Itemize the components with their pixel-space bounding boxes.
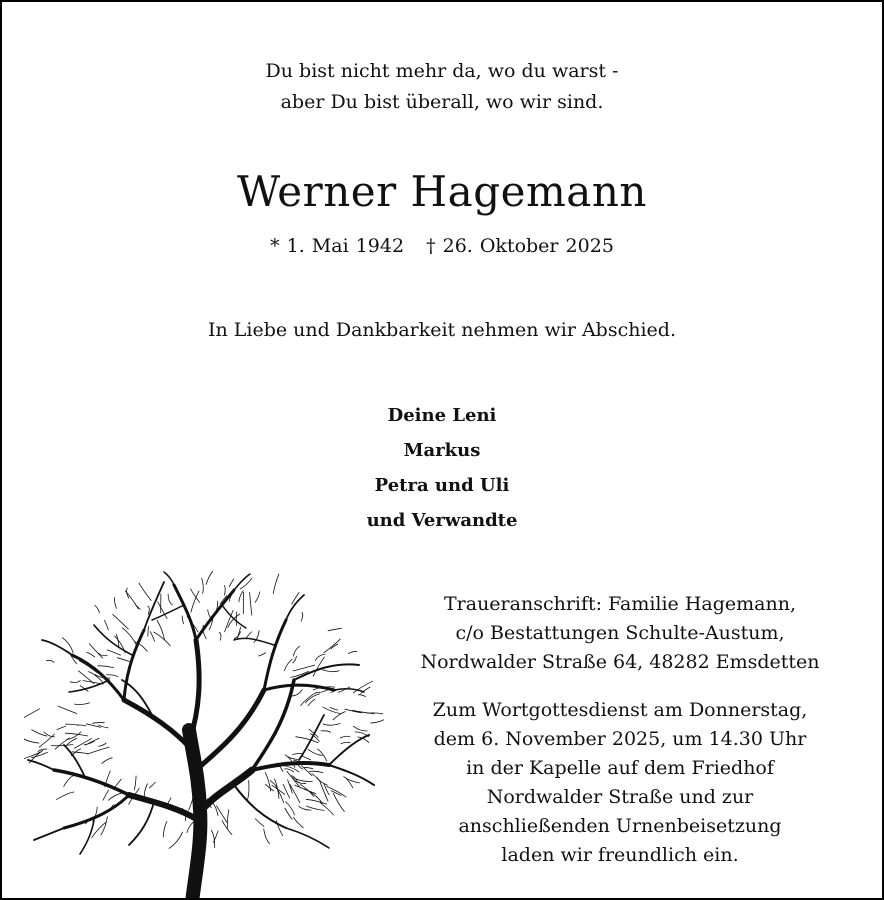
life-dates (2, 232, 882, 260)
tree-twig (86, 724, 101, 728)
tree-twig (358, 695, 366, 697)
tree-twig (227, 809, 228, 828)
tree-twig (56, 792, 74, 800)
tree-twig (191, 591, 199, 613)
tree-twig (273, 574, 279, 594)
tree-twig (304, 767, 313, 768)
tree-twig (284, 659, 292, 671)
mourner-name: Deine Leni (387, 405, 497, 426)
tree-twig (168, 594, 173, 605)
tree-twig (309, 771, 323, 773)
birth-date: * 1. Mai 1942 (270, 235, 405, 257)
tree-twig (333, 793, 344, 812)
tree-twig (157, 620, 165, 640)
tree-twig (287, 771, 300, 787)
memorial-verse (2, 56, 882, 118)
tree-twig (87, 652, 96, 657)
tree-twig (323, 670, 340, 672)
tree-twig (117, 658, 131, 662)
tree-twig (219, 632, 221, 640)
mourning-address (400, 590, 840, 677)
tree-twig (323, 724, 340, 726)
tree-twig (65, 724, 79, 725)
farewell-text: In Liebe und Dankbarkeit nehmen wir Abschied. (208, 319, 676, 341)
tree-twig (153, 632, 170, 646)
tree-twig (293, 817, 303, 828)
tree-twig (70, 680, 81, 682)
address-line-3: Nordwalder Straße 64, 48282 Emsdetten (420, 651, 820, 673)
tree-twig (102, 758, 113, 764)
tree-twig (236, 612, 237, 626)
tree-twig (106, 675, 118, 677)
tree-twig (95, 605, 100, 613)
tree-twig (255, 592, 259, 603)
tree-twig (211, 830, 214, 848)
tree-twig (89, 644, 103, 659)
mourner-name: Markus (403, 440, 481, 461)
tree-twig (340, 736, 350, 738)
tree-twig (296, 737, 319, 743)
tree-twig (64, 776, 74, 787)
address-line-2: c/o Bestattungen Schulte-Austum, (455, 622, 785, 644)
tree-twig (313, 657, 325, 677)
tree-twig (341, 742, 351, 743)
tree-twig (148, 606, 150, 615)
death-date: † 26. Oktober 2025 (426, 235, 614, 257)
service-line-4: Nordwalder Straße und zur (486, 786, 754, 808)
tree-twig (62, 637, 73, 653)
tree-twig (330, 707, 338, 710)
tree-twig (114, 597, 116, 609)
tree-twig (264, 829, 270, 844)
mourners-list (2, 398, 882, 538)
tree-twig (83, 681, 104, 685)
tree-twig (345, 709, 363, 713)
tree-twig (187, 822, 194, 833)
tree-twig (213, 803, 218, 816)
tree-twig (239, 591, 243, 603)
verse-line-2: aber Du bist überall, wo wir sind. (280, 91, 604, 113)
tree-twig (139, 583, 152, 601)
tree-twig (74, 703, 90, 705)
tree-twig (292, 656, 296, 663)
tree-twig (285, 808, 293, 819)
tree-twig (57, 726, 66, 730)
tree-twig (169, 832, 183, 849)
tree-twig (51, 745, 73, 746)
tree-twig (293, 665, 315, 671)
tree-twig (93, 807, 98, 822)
tree-twig (224, 585, 225, 595)
tree-twig (246, 632, 252, 639)
tree-twig (298, 782, 306, 784)
tree-twig (163, 821, 167, 837)
tree-twig (299, 806, 312, 810)
service-information (400, 696, 840, 870)
tree-twig (46, 660, 54, 662)
tree-twig (370, 718, 384, 723)
tree-twig (98, 743, 106, 747)
tree-twig (202, 578, 204, 594)
tree-twig (103, 790, 109, 801)
tree-twig (258, 653, 266, 656)
tree-twig (149, 782, 155, 788)
tree-twig (58, 706, 77, 714)
tree-twig (276, 820, 283, 836)
mourner-name: und Verwandte (366, 510, 518, 531)
tree-twig (113, 614, 129, 629)
tree-twig (134, 776, 136, 791)
tree-twig (348, 651, 357, 653)
service-line-6: laden wir freundlich ein. (501, 844, 739, 866)
service-line-3: in der Kapelle auf dem Friedhof (466, 757, 774, 779)
tree-twig (87, 747, 109, 754)
tree-twig (353, 726, 367, 731)
tree-twig (206, 571, 213, 585)
tree-twig (104, 620, 108, 630)
service-line-5: anschließenden Urnenbeisetzung (458, 815, 782, 837)
tree-twig (24, 737, 39, 743)
service-line-2: dem 6. November 2025, um 14.30 Uhr (433, 728, 807, 750)
tree-twig (24, 709, 40, 720)
tree-twig (92, 723, 105, 724)
tree-twig (247, 780, 249, 801)
tree-twig (294, 646, 300, 656)
tree-twig (344, 776, 360, 783)
tree-twig (328, 628, 342, 631)
tree-twig (326, 786, 346, 797)
tree-twig (240, 578, 252, 589)
tree-twig (255, 819, 264, 827)
tree-twig (301, 612, 303, 621)
tree-twig (321, 731, 331, 733)
tree-twig (250, 592, 252, 615)
tree-twig (234, 631, 241, 638)
tree-twig (122, 628, 137, 647)
service-line-1: Zum Wortgottesdienst am Donnerstag, (432, 699, 808, 721)
tree-twig (228, 614, 240, 628)
tree-twig (283, 784, 290, 799)
deceased-name: Werner Hagemann (237, 167, 647, 216)
tree-twig (285, 802, 294, 816)
tree-twig (98, 666, 115, 668)
address-line-1: Traueranschrift: Familie Hagemann, (443, 593, 797, 615)
tree-twig (182, 616, 183, 624)
tree-twig (150, 631, 155, 641)
tree-twig (352, 710, 374, 714)
tree-twig (361, 687, 371, 694)
tree-twig (284, 769, 294, 772)
tree-twig (229, 579, 234, 587)
bare-tree-icon (24, 570, 384, 900)
tree-twig (306, 799, 327, 804)
tree-twig (302, 755, 311, 760)
tree-twig (107, 650, 121, 656)
tree-twig (333, 712, 346, 721)
verse-line-1: Du bist nicht mehr da, wo du warst - (265, 60, 619, 82)
mourner-name: Petra und Uli (374, 475, 510, 496)
tree-twig (308, 699, 315, 706)
tree-twig (148, 626, 149, 637)
tree-twig (324, 639, 341, 653)
tree-twig (308, 749, 323, 755)
tree-twig (125, 591, 138, 609)
tree-twig (288, 780, 293, 794)
